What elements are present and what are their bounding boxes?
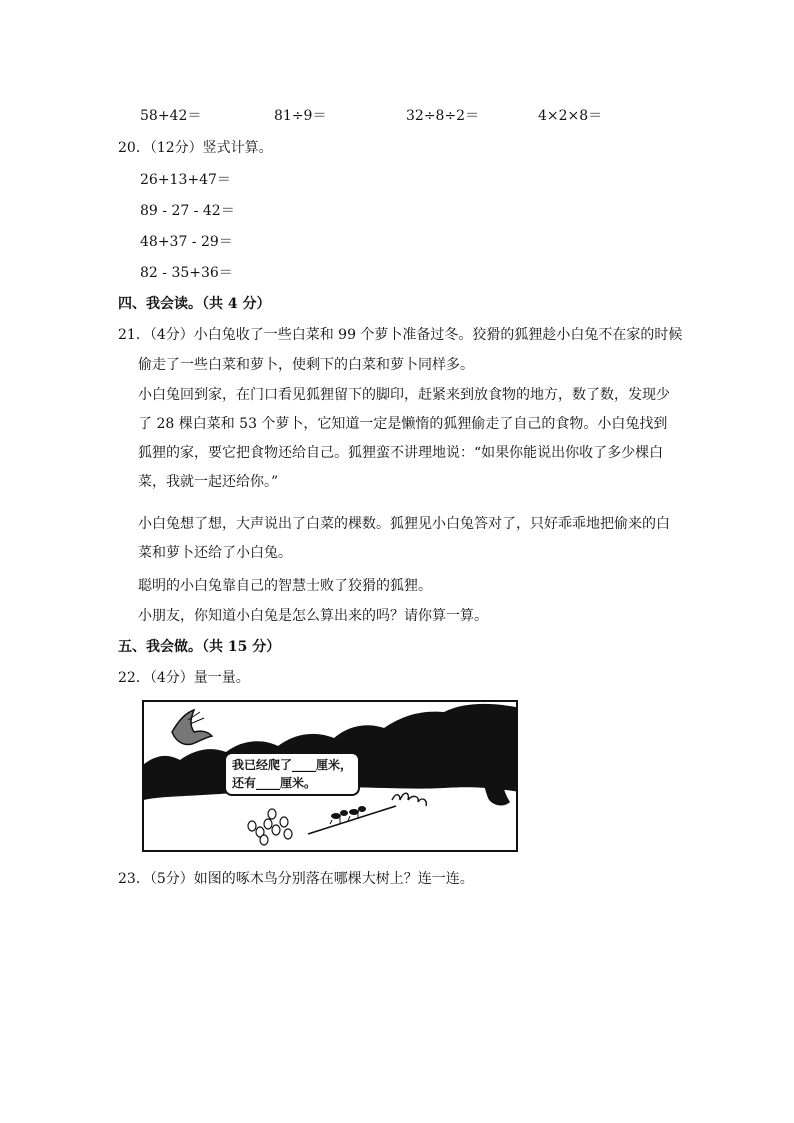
q23-heading: 23．（5分）如图的啄木鸟分别落在哪棵大树上？连一连。 [118, 871, 474, 887]
q20-item-2: 89 - 27 - 42＝ [140, 203, 235, 219]
q21-paragraph-4: 聪明的小白兔靠自己的智慧士败了狡猾的狐狸。 [138, 578, 432, 594]
q20-item-3: 48+37 - 29＝ [140, 234, 233, 250]
q21-line1: 21．（4分）小白兔收了一些白菜和 99 个萝卜准备过冬。狡猾的狐狸趁小白兔不在家的时候 [118, 327, 683, 343]
q20-item-4: 82 - 35+36＝ [140, 265, 233, 281]
q20-item-1: 26+13+47＝ [140, 172, 231, 188]
section4-heading: 四、我会读。（共 4 分） [118, 296, 271, 312]
ground [144, 789, 518, 852]
ant-speech-line2: 还有____厘米。 [232, 776, 317, 790]
bird-speech-label: 快下雨了。 [214, 714, 275, 728]
q21-paragraph-3: 小白兔想了想，大声说出了白菜的棵数。狐狸见小白兔答对了，只好乖乖地把偷来的白菜和萝卜还给了小白兔。 [138, 516, 670, 561]
section5-heading: 五、我会做。（共 15 分） [118, 639, 281, 655]
q21-line2: 偷走了一些白菜和萝卜，使剩下的白菜和萝卜同样多。 [138, 357, 474, 373]
measure-scene-figure [142, 700, 518, 852]
q21-paragraph-2: 小白兔回到家，在门口看见狐狸留下的脚印，赶紧来到放食物的地方，数了数，发现少了 28 棵白菜和 53 个萝卜，它知道一定是懒惰的狐狸偷走了自己的食物。小白兔找到狐狸的家，要它把食物还给自己。狐狸蛮不讲理地说：“如果你能说出你收了多少棵白菜，我就一起还给你。” [138, 387, 670, 490]
ant-speech-line1: 我已经爬了____厘米， [232, 758, 353, 772]
ant-speech-bubble [224, 752, 360, 796]
expr-58-plus-42: 58+42＝ [140, 108, 202, 124]
expr-32-div-8-div-2: 32÷8÷2＝ [406, 108, 480, 124]
expr-4-times-2-times-8: 4×2×8＝ [538, 108, 603, 124]
bird-icon [172, 710, 212, 745]
q21-paragraph-5: 小朋友，你知道小白兔是怎么算出来的吗？请你算一算。 [138, 608, 488, 624]
q22-heading: 22．（4分）量一量。 [118, 670, 250, 686]
q20-heading: 20．（12分）竖式计算。 [118, 140, 273, 156]
expr-81-div-9: 81÷9＝ [274, 108, 327, 124]
